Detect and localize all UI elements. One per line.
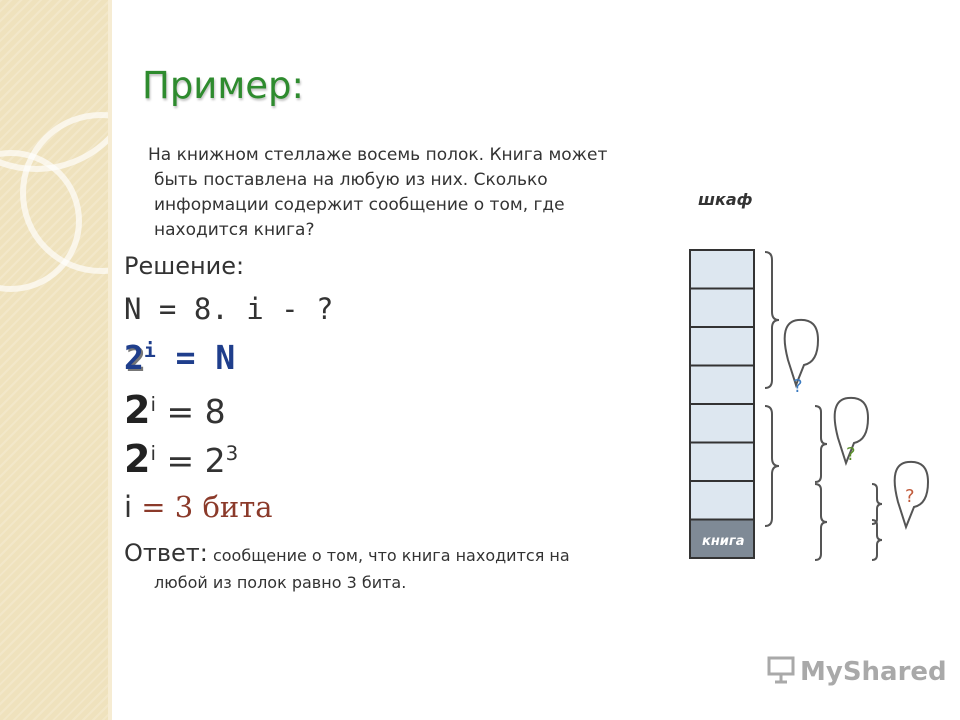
watermark — [766, 654, 947, 691]
answer-label: Ответ: — [124, 539, 208, 567]
left-decorative-band — [0, 0, 108, 720]
book-label: книга — [702, 534, 745, 549]
shelf — [690, 366, 754, 405]
question-bubble — [895, 462, 928, 527]
shelf — [690, 289, 754, 328]
cabinet-label: шкаф — [698, 190, 753, 209]
equation-rest: = 8 — [155, 392, 226, 431]
problem-line: На книжном стеллаже восемь полок. Книга может — [148, 145, 608, 165]
equation-result — [124, 490, 273, 524]
equation-step-2 — [124, 437, 238, 481]
equation-formula — [124, 338, 235, 377]
band-edge — [108, 0, 112, 720]
shelf-stack — [690, 250, 754, 558]
shelf — [690, 404, 754, 443]
brace-medium — [815, 406, 827, 560]
answer-text: любой из полок равно 3 бита. — [154, 573, 407, 592]
brace-small — [872, 484, 882, 560]
answer-block — [124, 540, 664, 596]
equation-exponent: i — [150, 442, 156, 465]
equation-exponent: 3 — [225, 442, 239, 465]
equation-base: 2 — [124, 437, 151, 481]
equation-given: N = 8. i - ? — [124, 292, 334, 326]
presentation-board-icon — [766, 654, 796, 691]
equation-base: 2 — [124, 388, 151, 432]
equation-step-1 — [124, 388, 226, 432]
question-mark: ? — [846, 444, 856, 465]
brace-large — [765, 252, 779, 526]
equation-base: 2 — [124, 338, 144, 377]
result-variable: i — [124, 490, 133, 524]
bookshelf-diagram — [680, 180, 950, 580]
shelf — [690, 250, 754, 289]
watermark-text: MyShared — [800, 657, 947, 687]
shelf — [690, 327, 754, 366]
question-mark: ? — [793, 376, 803, 397]
question-bubble — [785, 320, 818, 397]
answer-text: сообщение о том, что книга находится на — [207, 546, 570, 565]
problem-statement — [148, 143, 678, 243]
problem-line: находится книга? — [154, 220, 315, 240]
equation-rest: = 2 — [155, 441, 226, 480]
solution-label: Решение: — [124, 252, 245, 280]
question-mark: ? — [905, 486, 915, 507]
equation-rest: = N — [155, 338, 236, 377]
slide-title: Пример: — [142, 64, 304, 107]
problem-line: быть поставлена на любую из них. Сколько — [154, 170, 548, 190]
equation-exponent: i — [143, 339, 156, 362]
result-value: = 3 бита — [132, 490, 273, 524]
shelf — [690, 443, 754, 482]
question-bubble — [835, 398, 868, 465]
equation-exponent: i — [150, 393, 156, 416]
shelf — [690, 481, 754, 520]
problem-line: информации содержит сообщение о том, где — [154, 195, 565, 215]
